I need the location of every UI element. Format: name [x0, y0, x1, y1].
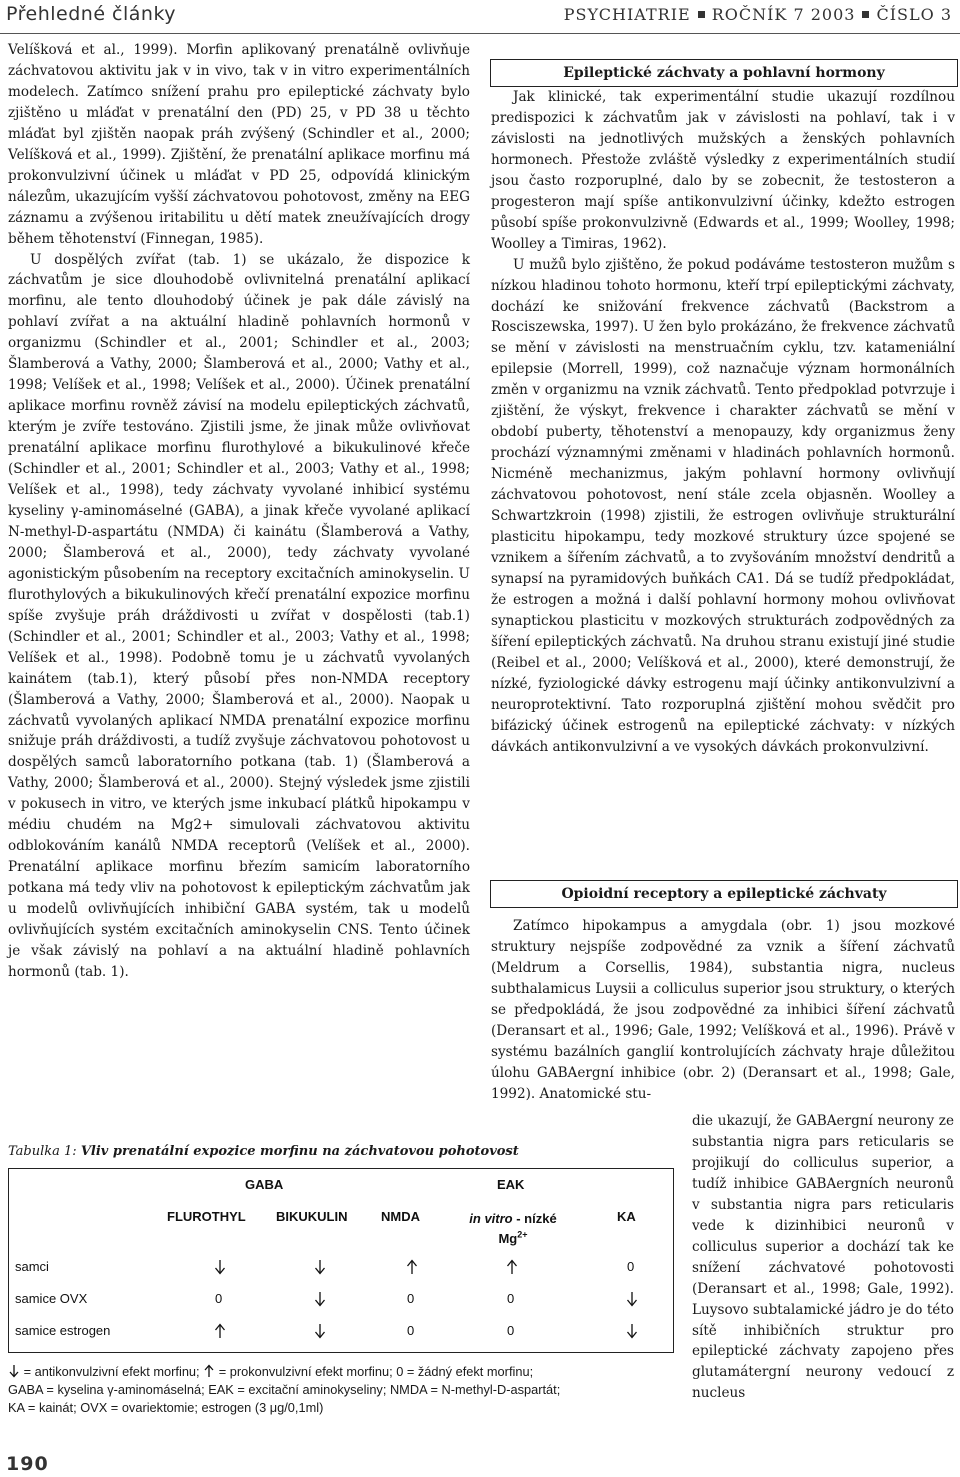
legend-line-1 — [8, 1363, 688, 1381]
square-separator-icon — [698, 11, 705, 18]
table-row-label-samice-estrogen: samice estrogen — [15, 1323, 111, 1338]
down-arrow-icon — [213, 1259, 227, 1275]
table-caption — [8, 1144, 519, 1159]
legend-line-2: GABA = kyselina γ-aminomáselná; EAK = excitační aminokyseliny; NMDA = N-methyl-D-aspartát; — [8, 1382, 561, 1397]
table-col-ka: KA — [617, 1209, 636, 1224]
journal-year: 2003 — [810, 5, 856, 24]
table-col-bikukulin: BIKUKULIN — [276, 1209, 348, 1224]
opioid-narrow-column — [692, 1111, 954, 1404]
table-caption-prefix: Tabulka 1: — [8, 1144, 77, 1159]
journal-issue: ČÍSLO 3 — [876, 5, 952, 24]
section-heading-hormones: Epileptické záchvaty a pohlavní hormony — [490, 59, 958, 87]
legend-antikonvulzivni: = antikonvulzivní efekt morfinu; — [23, 1364, 200, 1379]
journal-name: PSYCHIATRIE — [563, 5, 691, 24]
up-arrow-icon — [405, 1259, 419, 1275]
right-column-opioid — [491, 916, 955, 1105]
legend-prokonvulzivni: = prokonvulzivní efekt morfinu; 0 = žádný efekt morfinu; — [218, 1364, 534, 1379]
journal-volume: ROČNÍK 7 — [711, 5, 805, 24]
down-arrow-icon — [313, 1323, 327, 1339]
table-legend — [8, 1363, 688, 1417]
up-arrow-icon — [203, 1364, 215, 1378]
square-separator-icon — [862, 11, 869, 18]
table-caption-title: Vliv prenatální expozice morfinu na záchvatovou pohotovost — [80, 1144, 519, 1159]
opioid-paragraph-1: Zatímco hipokampus a amygdala (obr. 1) jsou mozkové struktury nejspíše zodpovědné za vznik a šíření záchvatů (Meldrum a Corsellis, 1984), substantia nigra, nucleus subthalamicus Luysii a colliculus superior jsou struktury, o kterých se předpokládá, že jsou zodpovědné za inhibici šíření záchvatů (Deransart et al., 1996; Gale, 1992; Velíšková et al., 1996). Právě v systému bazálních ganglií kontrolujících záchvaty hraje důležitou úlohu GABAergní inhibice (obr. 2) (Deransart et al., 1998; Gale, 1992). Anatomické stu- — [491, 918, 955, 1102]
table-cell-value: 0 — [507, 1323, 515, 1338]
down-arrow-icon — [625, 1323, 639, 1339]
down-arrow-icon — [8, 1364, 20, 1378]
table-cell-value: 0 — [627, 1259, 635, 1274]
down-arrow-icon — [313, 1259, 327, 1275]
table-group-eak: EAK — [497, 1177, 525, 1192]
table-row-label-samice-ovx: samice OVX — [15, 1291, 88, 1306]
hormones-paragraph-2: U mužů bylo zjištěno, že pokud podáváme testosteron mužům s nízkou hladinou tohoto hormonu, kteří trpí epileptickými záchvaty, dochází ke snižování frekvence záchvatů (Backstrom a Rosciszewska, 1997). U žen bylo prokázáno, že frekvence záchvatů se mění v závislosti na menstruačním cyklu, tzv. katameniální epilepsie (Morrell, 1999), což naznačuje význam hormonálních změn v organizmu na vznik záchvatů. Tento předpoklad potvrzuje i zjištění, že výskyt, frekvence i charakter záchvatů se mění v období puberty, těhotenství a menopauzy, kdy organizmus ženy prochází významnými změnami v hladinách pohlavních hormonů. Nicméně mechanizmus, jakým pohlavní hormony ovlivňují záchvatovou pohotovost, není stále zcela objasněn. Woolley a Schwartzkroin (1998) zjistili, že estrogen ovlivňuje strukturální plasticitu hipokampu, tedy mozkové struktury úzce spojené se vznikem a šířením záchvatů, a to zvyšováním množství dendritů a synapsí na pyramidových buňkách CA1. Dá se tudíž předpokládat, že estrogen a možná i další pohlavní hormony mohou ovlivňovat synaptickou plasticitu v mozkových strukturách zodpovědných za šíření epileptických záchvatů. Na druhou stranu existují jiné studie (Reibel et al., 2000; Velíšková et al., 2000), které demonstrují, že nízké, fyziologické dávky estrogenu mají účinky antikonvulzivní a neuroprotektivní. Tato rozporuplná zjištění mohou svědčit pro bifázický účinek estrogenů na epileptické záchvaty: v nízkých dávkách antikonvulzivní a ve vysokých dávkách prokonvulzivní. — [491, 256, 955, 755]
table-group-gaba: GABA — [245, 1177, 284, 1192]
legend-line-3: KA = kainát; OVX = ovariektomie; estrogen (3 μg/0,1ml) — [8, 1400, 324, 1415]
page-number: 190 — [6, 1453, 49, 1475]
section-label: Přehledné články — [6, 3, 177, 25]
header-rule — [0, 33, 960, 34]
journal-header — [564, 5, 952, 24]
table-col-flurothyl: FLUROTHYL — [167, 1209, 246, 1224]
down-arrow-icon — [313, 1291, 327, 1307]
section-heading-opioid: Opioidní receptory a epileptické záchvaty — [490, 880, 958, 908]
left-paragraph-1: Velíšková et al., 1999). Morfin aplikovaný prenatálně ovlivňuje záchvatovou aktivitu jak v in vivo, tak v in vitro experimentálních modelech. Zatímco snížení prahu pro epileptické záchvaty bylo zjištěno u mláďat v prenatální den (PD) 25, v PD 38 u těchto mláďat byl zjištěn naopak práh zvýšený (Schindler et al., 2000; Velíšková et al., 1999). Zjištění, že prenatální aplikace morfinu má prokonvulzivní účinek u mláďat v PD 25, odpovídá klinickým nálezům, ukazujícím vyšší záchvatovou pohotovost, změny na EEG záznamu a zvýšenou iritabilitu u dětí matek zneužívajících drogy během těhotenství (Finnegan, 1985). — [8, 42, 470, 247]
opioid-paragraph-2: die ukazují, že GABAergní neurony ze substantia nigra pars reticularis se projikují do colliculus superior, a tudíž inhibice GABAergních neuronů v substantia nigra pars reticularis vede k dizinhibici neuronů v colliculus superior a dochází tak ke snížení záchvatové pohotovosti (Deransart et al., 1998; Gale, 1992). Luysovo subtalamické jádro je do této sítě inhibičních struktur pro epileptické záchvaty zapojeno přes glutamátergní neurony vedoucí z nucleus — [692, 1113, 954, 1402]
table-row-label-samci: samci — [15, 1259, 49, 1274]
table-cell-value: 0 — [507, 1291, 515, 1306]
table-cell-value: 0 — [215, 1291, 223, 1306]
table-cell-value: 0 — [407, 1323, 415, 1338]
left-column — [8, 40, 470, 983]
table-col-in-vitro: in vitro - nízké $Mg^{2+}$ — [469, 1211, 557, 1246]
table-cell-value: 0 — [407, 1291, 415, 1306]
table-1 — [8, 1168, 674, 1353]
table-col-nmda: NMDA — [381, 1209, 420, 1224]
right-column-hormones — [491, 87, 955, 758]
up-arrow-icon — [213, 1323, 227, 1339]
down-arrow-icon — [625, 1291, 639, 1307]
left-paragraph-2: U dospělých zvířat (tab. 1) se ukázalo, že dispozice k záchvatům je sice dlouhodobě ovlivnitelná prenatální aplikací morfinu, ale tento dlouhodobý účinek je pak dále závislý na pohlaví zvířat a na aktuální hladině pohlavních hormonů v organizmu (Schindler et al., 2001; Schindler et al., 2003; Šlamberová a Vathy, 2000; Šlamberová et al., 2000; Vathy et al., 1998; Velíšek et al., 1998; Velíšek et al., 2000). Účinek prenatální aplikace morfinu rovněž závisí na modelu epileptických záchvatů, kterým je zvíře testováno. Zjistili jsme, že jinak může ovlivňovat prenatální aplikace morfinu flurothylové a bikukulinové křeče (Schindler et al., 2001; Schindler et al., 2003; Vathy et al., 1998; Velíšek et al., 1998), tedy záchvaty vyvolané inhibicí systému kyseliny γ-aminomáselné (GABA), a jinak křeče vyvolané aplikací N-methyl-D-aspartátu (NMDA) či kainátu (Šlamberová a Vathy, 2000; Šlamberová et al., 2000), tedy záchvaty vyvolané agonistickým působením na receptory excitačních aminokyselin. U flurothylových a bikukulinových křečí prenatální expozice morfinu spíše zvyšuje práh dráždivosti u zvířat v dospělosti (tab.1) (Schindler et al., 2001; Schindler et al., 2003; Vathy et al., 1998; Velíšek et al., 1998). Podobně tomu je u záchvatů vyvolaných kainátem (tab.1), který působí přes non-NMDA receptory (Šlamberová a Vathy, 2000; Šlamberová et al., 2000). Naopak u záchvatů vyvolaných aplikací NMDA prenatální expozice morfinu snižuje práh dráždivosti, a tudíž zvyšuje záchvatovou pohotovost u dospělých samců laboratorního potkana (tab. 1) (Šlamberová a Vathy, 2000; Šlamberová et al., 2000). Stejný výsledek jsme zjistili v pokusech in vitro, ve kterých jsme inkubací plátků hipokampu v médiu chudém na Mg2+ simulovali záchvatovou aktivitu odblokováním kanálů NMDA receptorů (Velíšek et al., 2000). Prenatální aplikace morfinu březím samicím laboratorního potkana má tedy vliv na pohotovost k epileptickým záchvatům jak u modelů ovlivňujících inhibiční GABA systém, tak u modelů ovlivňujících systém excitačních aminokyselin CNS. Tento účinek je však závislý na pohlaví a na aktuální hladině pohlavních hormonů (tab. 1). — [8, 251, 470, 980]
up-arrow-icon — [505, 1259, 519, 1275]
hormones-paragraph-1: Jak klinické, tak experimentální studie ukazují rozdílnou predispozici k záchvatům jak v závislosti na pohlaví, tak i v závislosti na jednotlivých mužských a ženských pohlavních hormonech. Přestože zvláště výsledky z experimentálních studií jsou často rozporuplné, dalo by se zobecnit, že testosteron a progesteron mají spíše antikonvulzivní účinky, kdežto estrogen působí spíše prokonvulzivně (Edwards et al., 1999; Woolley, 1998; Woolley a Timiras, 1962). — [491, 89, 955, 252]
